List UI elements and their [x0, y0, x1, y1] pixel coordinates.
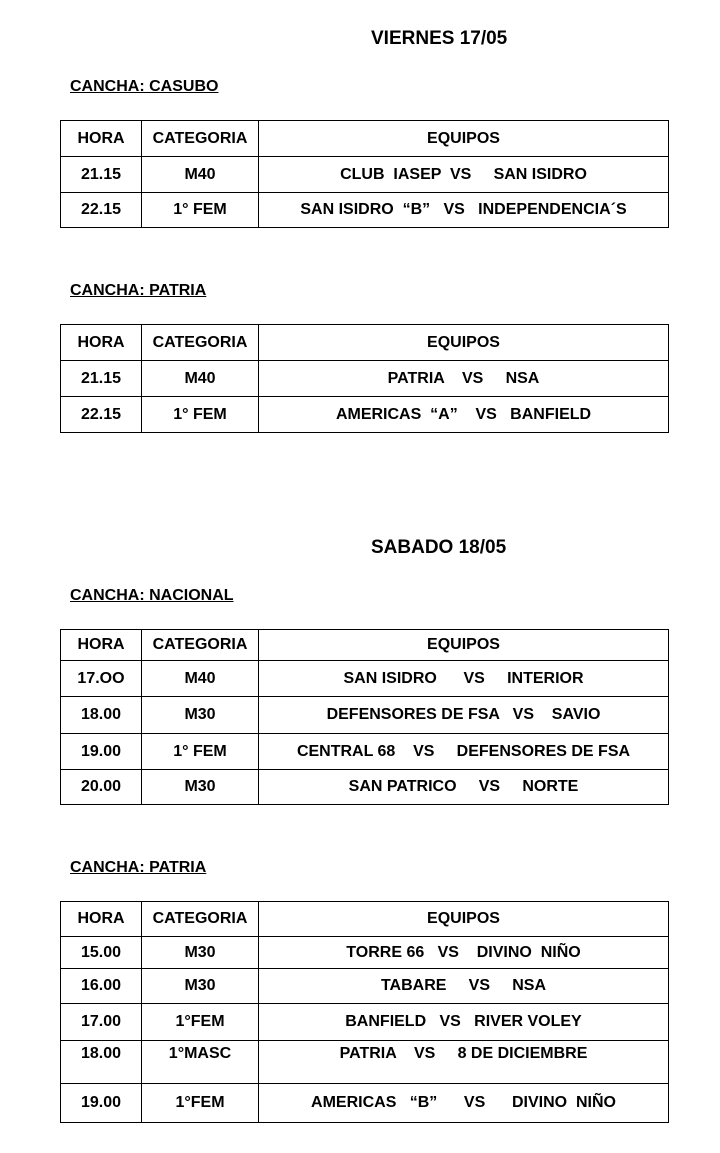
header-equipos: EQUIPOS [259, 902, 669, 937]
header-categoria: CATEGORIA [142, 121, 259, 157]
cell-categoria: M40 [142, 661, 259, 697]
table-row [61, 937, 669, 969]
cell-hora: 17.00 [61, 1004, 142, 1041]
day-title-text: SABADO 18/05 [371, 537, 507, 558]
cell-hora: 22.15 [61, 397, 142, 433]
cell-categoria: 1°FEM [142, 1084, 259, 1123]
cell-equipos: TABARE VS NSA [259, 969, 669, 1004]
header-equipos: EQUIPOS [259, 630, 669, 661]
header-categoria: CATEGORIA [142, 630, 259, 661]
cell-equipos: SAN ISIDRO “B” VS INDEPENDENCIA´S [259, 193, 669, 228]
schedule-table [60, 120, 669, 228]
header-hora: HORA [61, 121, 142, 157]
cell-categoria: 1°FEM [142, 1004, 259, 1041]
table-header-row [61, 325, 669, 361]
header-equipos: EQUIPOS [259, 121, 669, 157]
header-equipos: EQUIPOS [259, 325, 669, 361]
table-row [61, 193, 669, 228]
table-header-row [61, 121, 669, 157]
cell-hora: 21.15 [61, 361, 142, 397]
court-title: CANCHA: CASUBO [70, 78, 219, 95]
table-row [61, 1084, 669, 1123]
table-row [61, 661, 669, 697]
cell-hora: 21.15 [61, 157, 142, 193]
cell-categoria: M30 [142, 697, 259, 734]
schedule-table [60, 629, 669, 805]
schedule-table [60, 901, 669, 1123]
table-row [61, 397, 669, 433]
cell-equipos: PATRIA VS 8 DE DICIEMBRE [259, 1041, 669, 1084]
cell-equipos: SAN PATRICO VS NORTE [259, 770, 669, 805]
cell-equipos: AMERICAS “B” VS DIVINO NIÑO [259, 1084, 669, 1123]
cell-equipos: BANFIELD VS RIVER VOLEY [259, 1004, 669, 1041]
cell-hora: 18.00 [61, 697, 142, 734]
cell-equipos: AMERICAS “A” VS BANFIELD [259, 397, 669, 433]
cell-hora: 19.00 [61, 1084, 142, 1123]
cell-equipos: TORRE 66 VS DIVINO NIÑO [259, 937, 669, 969]
cell-hora: 19.00 [61, 734, 142, 770]
cell-categoria: 1° FEM [142, 397, 259, 433]
header-categoria: CATEGORIA [142, 325, 259, 361]
cell-categoria: 1°MASC [142, 1041, 259, 1084]
header-hora: HORA [61, 325, 142, 361]
court-title: CANCHA: NACIONAL [70, 587, 234, 604]
court-title: CANCHA: PATRIA [70, 859, 207, 876]
cell-hora: 20.00 [61, 770, 142, 805]
table-row [61, 770, 669, 805]
cell-hora: 15.00 [61, 937, 142, 969]
table-header-row [61, 630, 669, 661]
table-header-row [61, 902, 669, 937]
cell-equipos: SAN ISIDRO VS INTERIOR [259, 661, 669, 697]
table-row [61, 734, 669, 770]
schedule-table [60, 324, 669, 433]
cell-categoria: 1° FEM [142, 734, 259, 770]
cell-equipos: DEFENSORES DE FSA VS SAVIO [259, 697, 669, 734]
table-row [61, 969, 669, 1004]
day-title-text: VIERNES 17/05 [371, 28, 508, 49]
table-row [61, 1041, 669, 1084]
table-row [61, 1004, 669, 1041]
header-categoria: CATEGORIA [142, 902, 259, 937]
table-row [61, 157, 669, 193]
cell-categoria: M30 [142, 770, 259, 805]
header-hora: HORA [61, 902, 142, 937]
cell-equipos: PATRIA VS NSA [259, 361, 669, 397]
cell-categoria: M40 [142, 361, 259, 397]
cell-hora: 18.00 [61, 1041, 142, 1084]
cell-categoria: M30 [142, 937, 259, 969]
table-row [61, 361, 669, 397]
court-title: CANCHA: PATRIA [70, 282, 207, 299]
table-row [61, 697, 669, 734]
cell-hora: 16.00 [61, 969, 142, 1004]
cell-hora: 17.OO [61, 661, 142, 697]
cell-categoria: 1° FEM [142, 193, 259, 228]
header-hora: HORA [61, 630, 142, 661]
cell-equipos: CENTRAL 68 VS DEFENSORES DE FSA [259, 734, 669, 770]
cell-hora: 22.15 [61, 193, 142, 228]
cell-equipos: CLUB IASEP VS SAN ISIDRO [259, 157, 669, 193]
cell-categoria: M30 [142, 969, 259, 1004]
cell-categoria: M40 [142, 157, 259, 193]
